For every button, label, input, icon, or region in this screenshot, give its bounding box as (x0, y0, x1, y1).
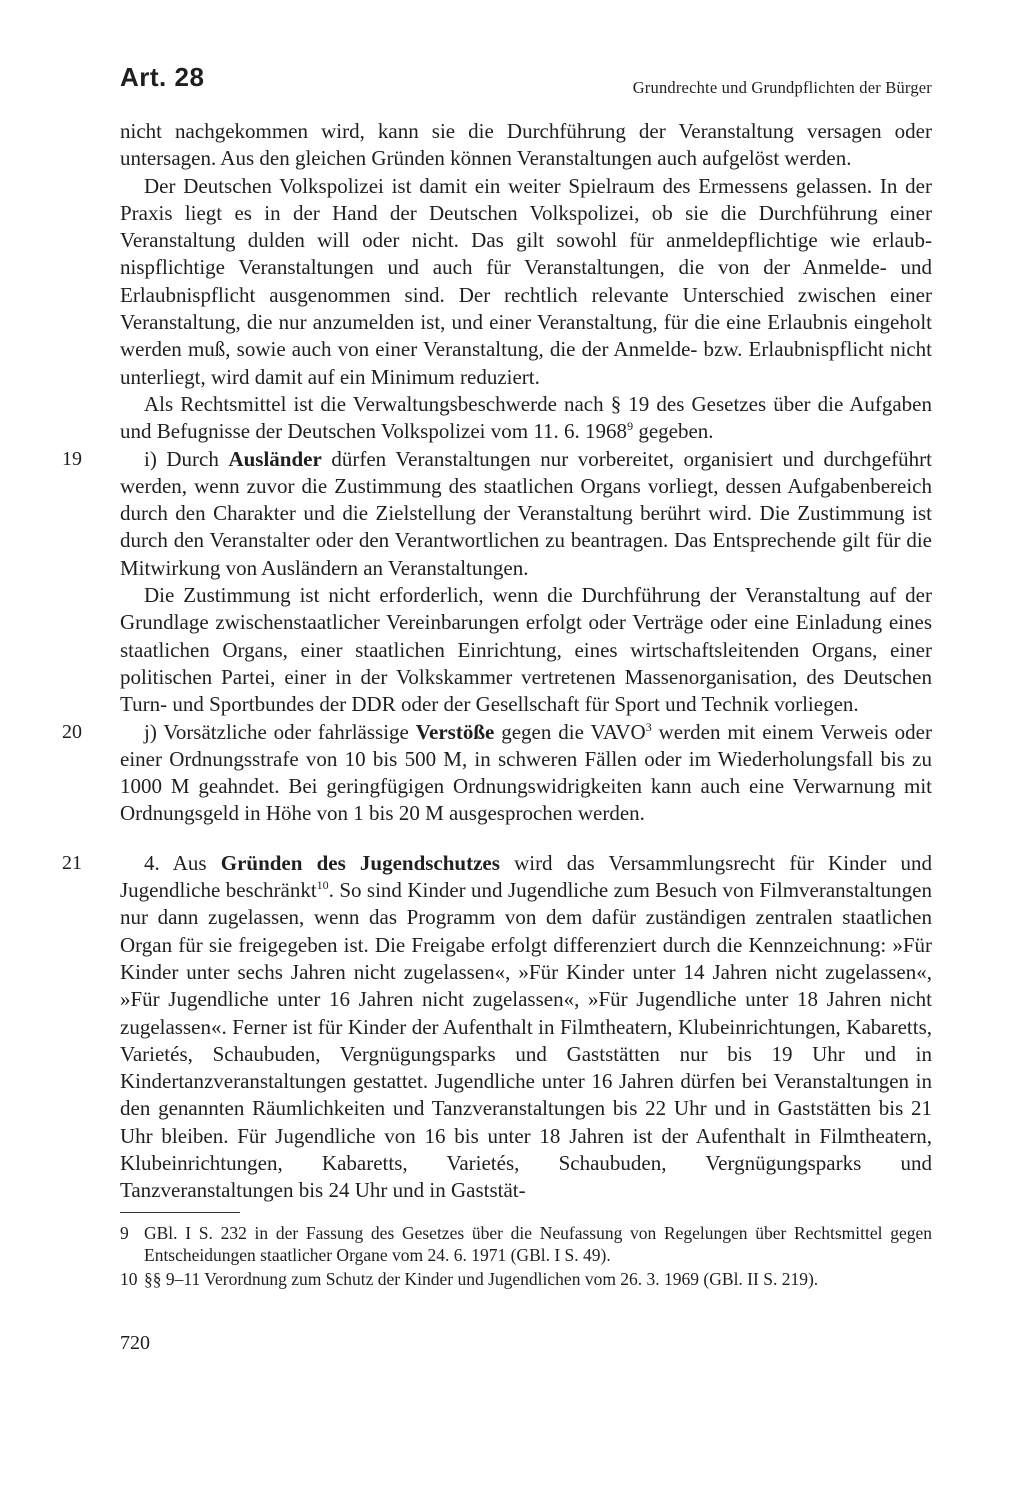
page-number: 720 (120, 1332, 150, 1354)
article-number: Art. 28 (120, 62, 205, 92)
paragraph-text: 4. Aus (144, 850, 221, 875)
paragraph-text: gegen die VAVO (494, 719, 646, 744)
margin-number: 19 (62, 447, 82, 470)
paragraph-text: . So sind Kinder und Jugendliche zum Besuch von Filmveranstaltungen nur dann zugelassen, wenn das Programm von dem dafür zuständigen zentralen staatlichen Organ für sie freigegeben ist. Die Freigabe erfolgt differenziert durch die Kennzeichnung: »Für Kinder unter sechs Jahren nicht zugelassen«, »Für Kinder unter 14 Jahren nicht zugelassen«, »Für Jugendliche unter 16 Jahren nicht zugelassen«, »Für Jugendliche unter 18 Jahren nicht zugelassen«. Ferner ist für Kinder der Aufenthalt in Filmtheatern, Klubeinrichtungen, Kabaretts, Varietés, Schaubuden, Vergnügungsparks und Gaststätten nur bis 19 Uhr und in Kindertanzveranstaltungen gestattet. Jugendliche unter 16 Jahren dürfen bei Veranstaltungen in den genannten Räumlichkeiten und Tanzveranstaltungen bis 22 Uhr und in Gaststätten bis 21 Uhr bleiben. Für Jugendliche von 16 bis unter 18 Jahren ist der Aufenthalt in Filmtheatern, Klubeinrichtungen, Kabaretts, Varietés, Schaubuden, Vergnügungsparks und Tanzveranstaltungen bis 24 Uhr und in Gaststät- (120, 878, 932, 1203)
paragraph-text: gegeben. (633, 419, 714, 444)
paragraph (120, 391, 932, 446)
paragraph (120, 173, 932, 391)
bold-term: Gründen des Jugendschutzes (220, 850, 500, 875)
footnote (120, 1222, 932, 1266)
paragraph (62, 850, 933, 1205)
running-header-title: Grundrechte und Grundpflichten der Bürger (632, 78, 932, 97)
paragraph-text: werden mit einem Verweis oder einer Ordnungsstrafe von 10 bis 500 M, in schweren Fällen oder im Wiederholungsfall bis zu 1000 M geahndet. Bei geringfügigen Ordnungswidrigkeiten kann auch eine Verwarnung mit Ordnungsgeld in Höhe von 1 bis 20 M ausgesprochen werden. (120, 719, 932, 826)
paragraph (62, 719, 932, 828)
bold-term: Verstöße (415, 719, 495, 744)
footnote-number: 10 (120, 1269, 138, 1289)
margin-number: 20 (62, 720, 82, 743)
paragraph-text: j) Vorsätzliche oder fahrlässige (144, 719, 416, 744)
paragraph (62, 446, 933, 582)
paragraph-text: wird das Versammlungsrecht für Kinder und Jugendliche beschränkt (120, 850, 933, 903)
paragraph-text: Die Zustimmung ist nicht erforderlich, wenn die Durchführung der Veranstaltung auf der Grundlage zwischenstaatlicher Vereinbarungen erfolgt oder Verträge oder eine Einladung eines staatlichen Organs, einer staatlichen Einrichtung, eines wirtschaftsleitenden Organs, einer politischen Partei, einer in der Volkskammer vertretenen Massenorganisation, des Deutschen Turn- und Sportbundes der DDR oder der Gesellschaft für Sport und Technik vorliegen. (120, 583, 932, 717)
footnote-divider (120, 1212, 240, 1213)
footnote-number: 9 (120, 1223, 129, 1243)
paragraph (120, 582, 932, 718)
bold-term: Ausländer (228, 446, 322, 471)
footnote (120, 1268, 932, 1290)
paragraph-text: i) Durch (144, 446, 229, 471)
paragraph-text: nicht nachgekommen wird, kann sie die Durchführung der Veranstaltung versagen oder untersagen. Aus den gleichen Gründen können Veranstaltungen auch aufgelöst werden. (120, 119, 932, 171)
paragraph-text: Der Deutschen Volkspolizei ist damit ein weiter Spielraum des Ermessens gelassen. In der Praxis liegt es in der Hand der Deutschen Volkspolizei, ob sie die Durchführung einer Veranstaltung dulden will oder nicht. Das gilt sowohl für anmeldepflichtige wie erlaubnispflichtige Veranstaltungen und auch für Veranstaltungen, die von der Anmelde- und Erlaubnispflicht ausgenommen sind. Der rechtlich relevante Unterschied zwischen einer Veranstaltung, die nur anzumelden ist, und einer Veranstaltung, für die eine Erlaubnis eingeholt werden muß, sowie auch von einer Veranstaltung, die der Anmelde- bzw. Erlaubnispflicht nicht unterliegt, wird damit auf ein Minimum reduziert. (120, 173, 932, 389)
footnotes (120, 1222, 932, 1292)
footnote-ref: 10 (316, 878, 329, 893)
footnote-text: GBl. I S. 232 in der Fassung des Gesetzes über die Neufassung von Regelungen über Rechtsmittel gegen Entscheidungen staatlicher Organe vom 24. 6. 1971 (GBl. I S. 49). (144, 1223, 932, 1265)
footnote-ref: 9 (627, 419, 634, 434)
margin-number: 21 (62, 851, 82, 874)
footnote-text: §§ 9–11 Verordnung zum Schutz der Kinder und Jugendlichen vom 26. 3. 1969 (GBl. II S. 219). (144, 1269, 819, 1289)
paragraph-text: dürfen Veranstaltungen nur vorbereitet, organisiert und durchgeführt werden, wenn zuvor die Zustimmung des staatlichen Organs vorliegt, dessen Aufgabenbereich durch den Charakter und die Zielstellung der Veranstaltung berührt wird. Die Zustimmung ist durch den Veranstalter oder den Verantwortlichen zu beantragen. Das Entsprechende gilt für die Mitwirkung von Ausländern an Veranstaltungen. (120, 446, 933, 580)
paragraph-text: Als Rechtsmittel ist die Verwaltungsbeschwerde nach § 19 des Gesetzes über die Aufgaben und Befugnisse der Deutschen Volkspolizei vom 11. 6. 1968 (120, 391, 932, 444)
body-text (62, 118, 933, 1205)
paragraph (120, 118, 932, 173)
footnote-ref: 3 (645, 719, 652, 734)
